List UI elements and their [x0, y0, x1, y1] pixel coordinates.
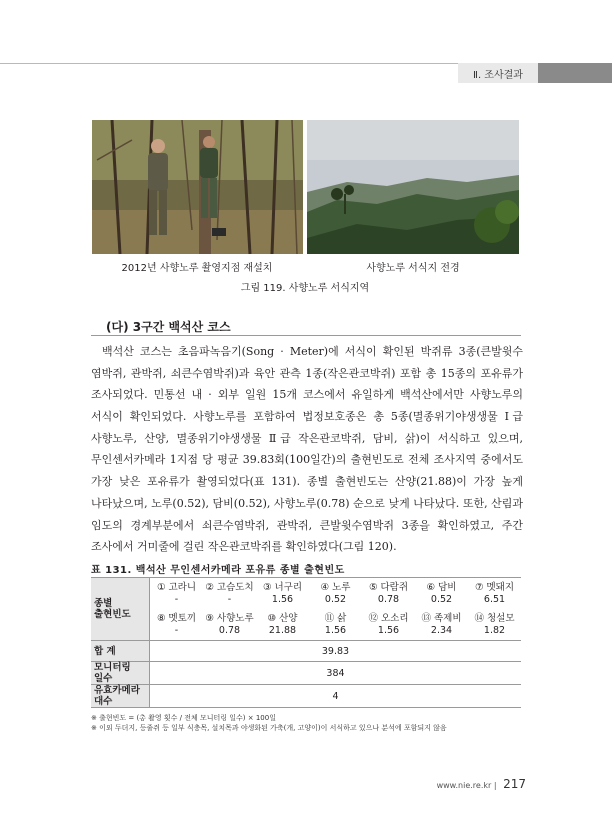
table-row [91, 641, 521, 662]
species-value: 1.56 [271, 593, 294, 605]
species-name: ⑨ 사향노루 [205, 612, 254, 624]
species-name: ④ 노루 [320, 581, 351, 593]
species-name: ⑬ 족제비 [421, 612, 462, 624]
species-name: ⑫ 오소리 [368, 612, 409, 624]
species-value: - [227, 593, 232, 605]
paragraph-line: 조사에서 거미줄에 걸린 작은관코박쥐를 확인하였다(그림 120). [91, 540, 397, 554]
footer-url: www.nie.re.kr [436, 781, 492, 790]
paragraph-line: 사향노루, 산양, 멸종위기야생생물 Ⅱ급 작은관코박쥐, 담비, 삵)이 서식하고 있으며, [91, 431, 523, 445]
species-value: - [174, 624, 179, 636]
species-value: 1.56 [377, 624, 400, 636]
monitoring-label-line1: 모니터링 [94, 662, 131, 673]
species-values-row [150, 625, 521, 637]
figure-title: 그림 119. 사향노루 서식지역 [240, 283, 370, 294]
table-notes [91, 713, 447, 733]
paragraph-line: 나타났으며, 노루(0.52), 담비(0.52), 사향노루(0.78) 순으로 낮게 나타났다. 또한, 산림과 [91, 496, 523, 510]
species-value: 0.78 [218, 624, 241, 636]
note-line: ※ 출현빈도 = (총 촬영 횟수 / 전체 모니터링 일수) × 100일 [91, 714, 276, 722]
chapter-title: Ⅱ. 조사결과 [473, 70, 523, 81]
monitoring-label-line2: 일수 [94, 673, 113, 684]
species-name: ⑭ 청설모 [474, 612, 515, 624]
camera-label-line2: 대수 [94, 696, 113, 707]
species-names-row [150, 613, 521, 625]
monitoring-value: 384 [150, 662, 522, 685]
section-rule [91, 335, 521, 336]
species-value: 0.78 [377, 593, 400, 605]
species-values-row [150, 594, 521, 606]
paragraph-line: 임도의 경계부분에서 쇠큰수염박쥐, 관박쥐, 큰발윗수염박쥐 3종을 확인하였고, 주간 [91, 518, 523, 532]
photo-camera-install [92, 120, 303, 254]
photo-habitat-view [307, 120, 519, 254]
species-header-line2: 출현빈도 [94, 609, 131, 620]
paragraph-line: 백석산 코스는 초음파녹음기(Song · Meter)에 서식이 확인된 박쥐류 3종(큰발윗수 [102, 345, 523, 358]
species-value: 1.82 [483, 624, 506, 636]
paragraph-line: 조사되었다. 민통선 내 · 외부 일원 15개 코스에서 유일하게 백석산에서만 사향노루의 [91, 388, 523, 402]
species-header [91, 578, 150, 641]
paragraph-line: 무인센서카메라 1지점 당 평균 39.83회(100일간)의 출현빈도로 전체 조사지역 중에서도 [91, 453, 523, 467]
note-line: ※ 이외 두더지, 등줄쥐 등 일부 식충목, 설치목과 야생화된 가축(개, 고양이)이 서식하고 있으나 분석에 포함되지 않음 [91, 724, 447, 732]
chapter-tab [538, 63, 612, 83]
species-name: ① 고라니 [156, 581, 197, 593]
species-value: 6.51 [483, 593, 506, 605]
species-name: ⑤ 다람쥐 [368, 581, 409, 593]
species-name: ⑧ 멧토끼 [156, 612, 197, 624]
table-row [91, 685, 521, 708]
camera-value: 4 [150, 685, 522, 708]
species-grid [150, 578, 522, 641]
page-number: 217 [503, 777, 526, 791]
table-row [91, 662, 521, 685]
species-value: 1.56 [324, 624, 347, 636]
species-name: ③ 너구리 [262, 581, 303, 593]
page-footer [437, 777, 526, 791]
section-heading: (다) 3구간 백석산 코스 [106, 320, 231, 334]
species-value: 2.34 [430, 624, 453, 636]
monitoring-label [91, 662, 150, 685]
paragraph-line: 가장 낮은 포유류가 촬영되었다(표 131). 종별 출현빈도는 산양(21.88)이 가장 높게 [91, 475, 523, 489]
species-header-line1: 종별 [94, 598, 113, 609]
species-name: ⑥ 담비 [426, 581, 457, 593]
frequency-table [91, 577, 521, 708]
caption-left: 2012년 사향노루 촬영지점 재설치 [121, 263, 273, 274]
species-value: 0.52 [324, 593, 347, 605]
total-label: 합 계 [91, 641, 150, 662]
species-name: ⑪ 삵 [324, 612, 347, 624]
species-name: ⑩ 산양 [267, 612, 298, 624]
species-value: - [174, 593, 179, 605]
total-value: 39.83 [150, 641, 522, 662]
body-paragraph [91, 341, 523, 558]
species-name: ⑦ 멧돼지 [474, 581, 515, 593]
caption-right: 사향노루 서식지 전경 [366, 263, 460, 274]
camera-label [91, 685, 150, 708]
footer-separator: | [493, 781, 497, 790]
species-names-row [150, 582, 521, 594]
paragraph-line: 서식이 확인되었다. 사향노루를 포함하여 법정보호종은 총 5종(멸종위기야생생물 Ⅰ급 [91, 410, 523, 424]
table-title: 표 131. 백석산 무인센서카메라 포유류 종별 출현빈도 [91, 565, 345, 576]
species-value: 21.88 [268, 624, 297, 636]
species-name: ② 고슴도치 [205, 581, 254, 593]
species-value: 0.52 [430, 593, 453, 605]
table-row [91, 578, 521, 641]
camera-label-line1: 유효카메라 [94, 685, 140, 696]
paragraph-line: 염박쥐, 관박쥐, 쇠큰수염박쥐)과 육안 관측 1종(작은관코박쥐) 포함 총 15종의 포유류가 [91, 366, 523, 380]
